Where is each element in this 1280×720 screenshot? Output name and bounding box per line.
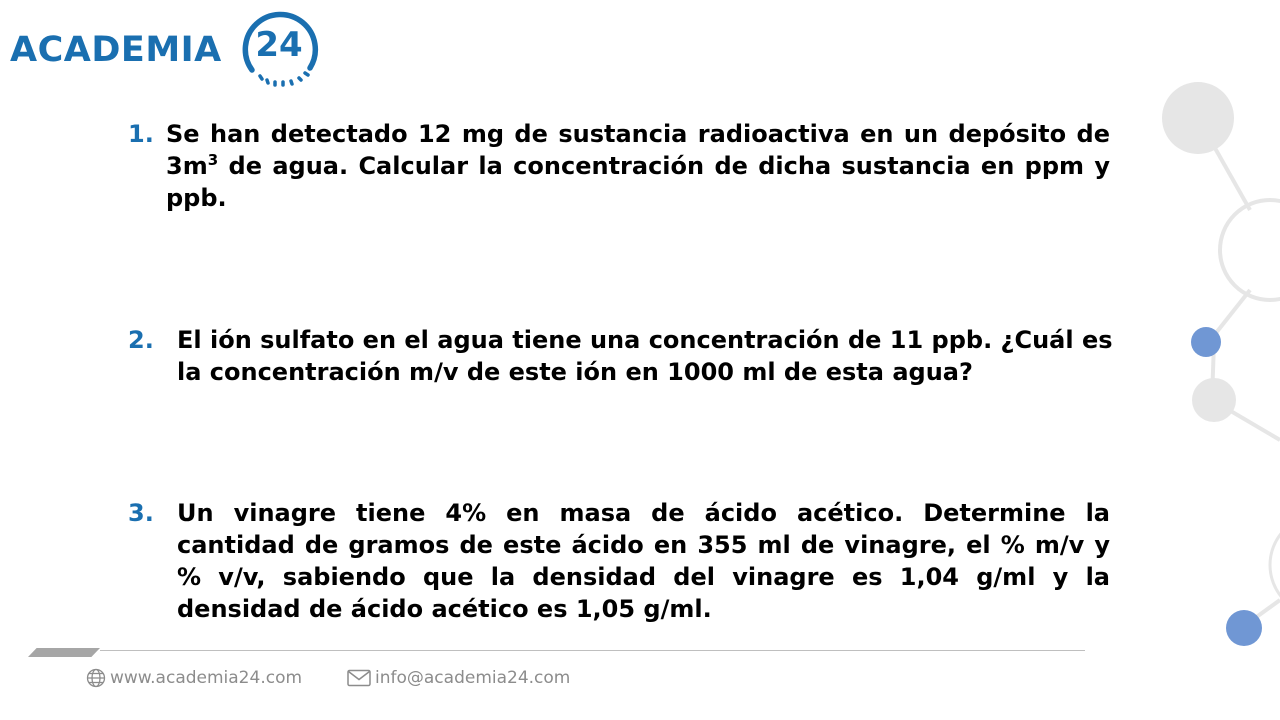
question-text [166, 118, 1110, 214]
deco-circle-large [1162, 82, 1234, 154]
question-line [166, 150, 1110, 182]
logo-text: ACADEMIA [10, 30, 222, 70]
question-line: densidad de ácido acético es 1,05 g/ml. [177, 595, 712, 623]
question-number: 2. [128, 326, 154, 354]
deco-circle-small [1192, 378, 1236, 422]
website-link[interactable]: www.academia24.com [110, 668, 303, 688]
footer-accent-bar [28, 648, 100, 657]
deco-dot-blue [1191, 327, 1221, 357]
molecule-decoration [1150, 70, 1280, 670]
question-line-rest: de agua. Calcular la concentración de dicha sustancia en ppm y [228, 152, 1110, 180]
envelope-icon [347, 669, 371, 687]
question-line: Se han detectado 12 mg de sustancia radioactiva en un depósito de [166, 120, 1110, 148]
question-line: la concentración m/v de este ión en 1000 ml de esta agua? [177, 358, 973, 386]
question-text [177, 324, 1113, 388]
globe-icon [86, 668, 106, 688]
volume-value: 3m [166, 152, 208, 180]
question-line: Un vinagre tiene 4% en masa de ácido acético. Determine la [177, 499, 1110, 527]
question-line: El ión sulfato en el agua tiene una concentración de 11 ppb. ¿Cuál es [177, 326, 1113, 354]
deco-dot-blue-bottom [1226, 610, 1262, 646]
question-number: 1. [128, 120, 154, 148]
question-text [177, 497, 1110, 625]
logo-badge [238, 8, 320, 88]
footer-email[interactable] [347, 668, 570, 688]
question-line: ppb. [166, 184, 227, 212]
question-number: 3. [128, 499, 154, 527]
superscript-exponent: 3 [207, 151, 219, 169]
deco-ring [1220, 200, 1280, 300]
question-line: % v/v, sabiendo que la densidad del vinagre es 1,04 g/ml y la [177, 563, 1110, 591]
email-link[interactable]: info@academia24.com [375, 668, 571, 688]
logo-number: 24 [255, 25, 303, 65]
question-line: cantidad de gramos de este ácido en 355 ml de vinagre, el % m/v y [177, 531, 1110, 559]
footer-divider [100, 650, 1085, 651]
footer-website[interactable] [86, 668, 302, 688]
academia24-logo [10, 8, 330, 88]
